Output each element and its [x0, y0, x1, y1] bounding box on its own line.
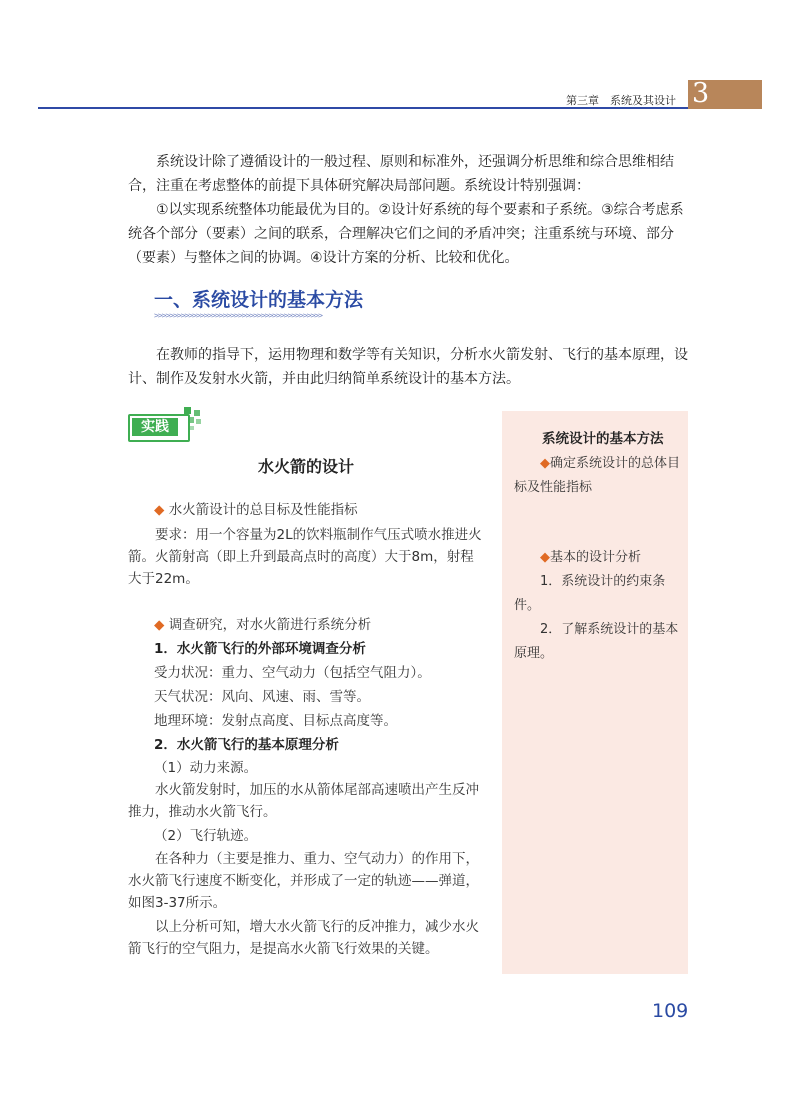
- section-paragraph: 在教师的指导下，运用物理和数学等有关知识，分析水火箭发射、飞行的基本原理，设计、制作及发射水火箭，并由此归纳简单系统设计的基本方法。: [128, 347, 688, 387]
- track-label: （2）飞行轨迹。: [154, 828, 258, 844]
- force-text: 受力状况：重力、空气动力（包括空气阻力）。: [154, 665, 431, 681]
- diamond-bullet-icon: ◆: [540, 456, 550, 471]
- chapter-title: 第三章 系统及其设计: [566, 94, 676, 107]
- subsection-1-heading: 1．水火箭飞行的外部环境调查分析: [154, 641, 366, 657]
- practice-title: 水火箭的设计: [257, 457, 354, 476]
- intro-paragraph-1: 系统设计除了遵循设计的一般过程、原则和标准外，还强调分析思维和综合思维相结合，注重在考虑整体的前提下具体研究解决局部问题。系统设计特别强调：: [128, 154, 674, 194]
- sidebar-item-2-2: 2．了解系统设计的基本原理。: [514, 622, 679, 661]
- practice-label: 实践: [141, 419, 169, 435]
- analysis-heading: 调查研究，对水火箭进行系统分析: [168, 617, 372, 633]
- intro-paragraph-2: ①以实现系统整体功能最优为目的。②设计好系统的每个要素和子系统。③综合考虑系统各个部分（要素）之间的联系，合理解决它们之间的矛盾冲突；注重系统与环境、部分（要素）与整体之间的协调。④设计方案的分析、比较和优化。: [128, 202, 684, 266]
- section-underline-chevrons: >>>>>>>>>>>>>>>>>>>>>>>>>>>>>>>>>>>>>>>>>>>>: [154, 311, 322, 320]
- conclusion-text: 以上分析可知，增大水火箭飞行的反冲推力，减少水火箭飞行的空气阻力，是提高水火箭飞行效果的关键。: [128, 919, 479, 957]
- sidebar-title: 系统设计的基本方法: [542, 431, 664, 447]
- geo-text: 地理环境：发射点高度、目标点高度等。: [154, 713, 397, 729]
- analysis-heading-row: [154, 614, 510, 636]
- sidebar-item-1: [514, 452, 684, 500]
- chapter-number: 3: [692, 78, 710, 109]
- track-text: 在各种力（主要是推力、重力、空气动力）的作用下，水火箭飞行速度不断变化，并形成了一定的轨迹——弹道，如图3-37所示。: [128, 851, 479, 911]
- power-label: （1）动力来源。: [154, 760, 258, 776]
- subsection-2-heading: 2．水火箭飞行的基本原理分析: [154, 737, 339, 753]
- goal-heading-row: [154, 499, 510, 521]
- weather-text: 天气状况：风向、风速、雨、雪等。: [154, 689, 370, 705]
- goal-heading: 水火箭设计的总目标及性能指标: [168, 502, 358, 518]
- sidebar-item-2-text: 基本的设计分析: [550, 550, 642, 565]
- sidebar-item-2-1: 1．系统设计的约束条件。: [514, 574, 666, 613]
- sidebar-item-1-text: 确定系统设计的总体目标及性能指标: [514, 456, 681, 495]
- diamond-bullet-icon: ◆: [154, 617, 165, 633]
- diamond-bullet-icon: ◆: [154, 502, 165, 518]
- page-number: 109: [652, 1000, 689, 1022]
- requirement-text: 要求：用一个容量为2L的饮料瓶制作气压式喷水推进火箭。火箭射高（即上升到最高点时的高度）大于8m，射程大于22m。: [128, 527, 482, 587]
- diamond-bullet-icon: ◆: [540, 550, 550, 565]
- sidebar-item-2: [514, 546, 684, 570]
- power-text: 水火箭发射时，加压的水从箭体尾部高速喷出产生反冲推力，推动水火箭飞行。: [128, 782, 479, 820]
- section-title: 一、系统设计的基本方法: [154, 289, 364, 311]
